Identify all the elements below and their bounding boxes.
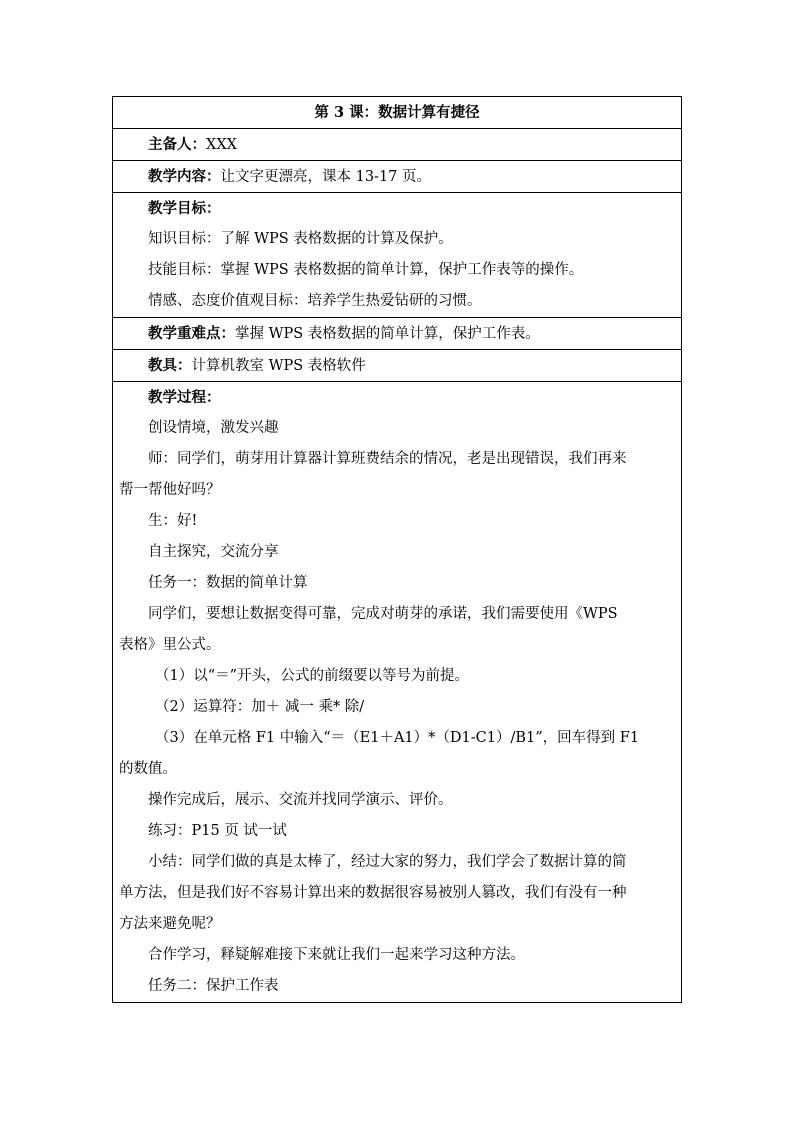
process-paragraph: 表格》里公式。 bbox=[119, 637, 221, 653]
preparer-row bbox=[113, 129, 682, 161]
process-paragraph: 任务二：保护工作表 bbox=[148, 978, 279, 994]
title-cell bbox=[113, 97, 682, 129]
key-points-label: 教学重难点： bbox=[148, 325, 235, 342]
process-paragraph: 生：好! bbox=[148, 513, 198, 529]
process-paragraph: 同学们，要想让数据变得可靠，完成对萌芽的承诺，我们需要使用《WPS bbox=[148, 606, 618, 622]
preparer-value: XXX bbox=[206, 137, 237, 153]
content-value: 让文字更漂亮，课本 13-17 页。 bbox=[220, 169, 432, 185]
process-paragraph: 操作完成后，展示、交流并找同学演示、评价。 bbox=[148, 792, 453, 808]
process-paragraph: 方法来避免呢？ bbox=[119, 916, 221, 932]
objectives-cell bbox=[113, 193, 682, 318]
objective-knowledge: 知识目标：了解 WPS 表格数据的计算及保护。 bbox=[148, 231, 453, 247]
process-paragraph: 自主探究，交流分享 bbox=[148, 544, 279, 560]
tools-label: 教具： bbox=[148, 357, 192, 374]
process-paragraph: （2）运算符：加＋ 减一 乘* 除/ bbox=[155, 699, 365, 715]
content-label: 教学内容： bbox=[148, 168, 221, 185]
process-paragraph: （1）以“＝”开头，公式的前缀要以等号为前提。 bbox=[155, 668, 470, 684]
process-label: 教学过程： bbox=[148, 389, 221, 406]
process-paragraph: 的数值。 bbox=[119, 761, 177, 777]
process-paragraph: 师：同学们，萌芽用计算器计算班费结余的情况，老是出现错误，我们再来 bbox=[148, 451, 627, 467]
process-paragraph: 单方法，但是我们好不容易计算出来的数据很容易被别人篡改，我们有没有一种 bbox=[119, 885, 627, 901]
preparer-label: 主备人： bbox=[148, 136, 206, 153]
objective-skill: 技能目标：掌握 WPS 表格数据的简单计算，保护工作表等的操作。 bbox=[148, 262, 584, 278]
lesson-plan-table bbox=[112, 96, 682, 1003]
content-cell bbox=[113, 161, 682, 193]
tools-value: 计算机教室 WPS 表格软件 bbox=[191, 358, 366, 374]
process-paragraph: 小结：同学们做的真是太棒了，经过大家的努力，我们学会了数据计算的简 bbox=[148, 854, 627, 870]
key-points-row bbox=[113, 318, 682, 350]
objectives-row bbox=[113, 193, 682, 318]
content-row bbox=[113, 161, 682, 193]
key-points-value: 掌握 WPS 表格数据的简单计算，保护工作表。 bbox=[235, 326, 540, 342]
title-row bbox=[113, 97, 682, 129]
key-points-cell bbox=[113, 318, 682, 350]
process-paragraph: 合作学习，释疑解难接下来就让我们一起来学习这种方法。 bbox=[148, 947, 525, 963]
objective-attitude: 情感、态度价值观目标：培养学生热爱钻研的习惯。 bbox=[148, 293, 482, 309]
lesson-title: 第 3 课：数据计算有捷径 bbox=[314, 104, 480, 121]
tools-cell bbox=[113, 350, 682, 382]
process-paragraph: 帮一帮他好吗？ bbox=[119, 482, 221, 498]
process-paragraph: 任务一：数据的简单计算 bbox=[148, 575, 308, 591]
process-cell bbox=[113, 382, 682, 1003]
tools-row bbox=[113, 350, 682, 382]
preparer-cell bbox=[113, 129, 682, 161]
process-paragraph: 练习：P15 页 试一试 bbox=[148, 823, 287, 839]
process-row bbox=[113, 382, 682, 1003]
process-paragraph: 创设情境，激发兴趣 bbox=[148, 420, 279, 436]
process-paragraph: （3）在单元格 F1 中输入“＝（E1＋A1）*（D1-C1）/B1”，回车得到 F1 bbox=[155, 730, 640, 746]
objectives-label: 教学目标： bbox=[148, 200, 221, 217]
